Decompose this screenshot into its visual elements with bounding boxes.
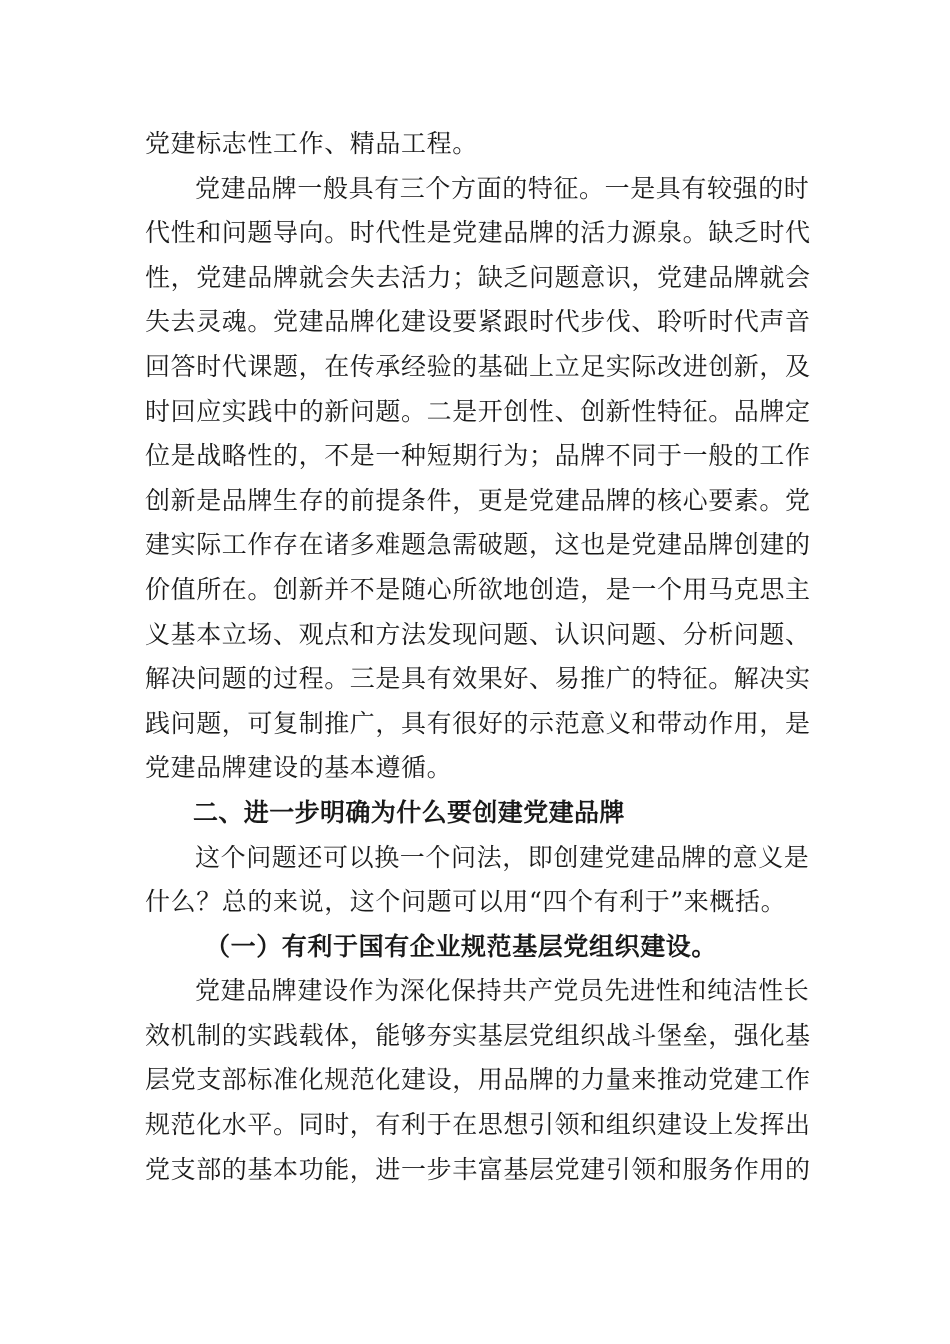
text-line: 时回应实践中的新问题。二是开创性、创新性特征。品牌定 bbox=[145, 396, 811, 426]
text-line: 党支部的基本功能，进一步丰富基层党建引领和服务作用的 bbox=[145, 1154, 811, 1184]
text-line: 规范化水平。同时，有利于在思想引领和组织建设上发挥出 bbox=[145, 1110, 811, 1140]
text-line: 义基本立场、观点和方法发现问题、认识问题、分析问题、 bbox=[145, 619, 811, 649]
text-line: 践问题，可复制推广，具有很好的示范意义和带动作用，是 bbox=[145, 708, 811, 738]
text-line: 党建标志性工作、精品工程。 bbox=[145, 129, 478, 158]
subsection-heading: （一）有利于国有企业规范基层党组织建设。 bbox=[205, 931, 718, 961]
paragraph-start-line: 这个问题还可以换一个问法，即创建党建品牌的意义是 bbox=[195, 842, 810, 872]
text-line: 党建品牌建设的基本遵循。 bbox=[145, 753, 453, 783]
text-line: 代性和问题导向。时代性是党建品牌的活力源泉。缺乏时代 bbox=[145, 218, 811, 248]
text-line: 解决问题的过程。三是具有效果好、易推广的特征。解决实 bbox=[145, 664, 811, 694]
paragraph-start-line: 党建品牌建设作为深化保持共产党员先进性和纯洁性长 bbox=[195, 976, 810, 1006]
text-line: 性，党建品牌就会失去活力；缺乏问题意识，党建品牌就会 bbox=[145, 262, 811, 292]
text-line: 价值所在。创新并不是随心所欲地创造，是一个用马克思主 bbox=[145, 574, 811, 604]
text-line: 什么？总的来说，这个问题可以用“四个有利于”来概括。 bbox=[145, 887, 787, 917]
text-line: 创新是品牌生存的前提条件，更是党建品牌的核心要素。党 bbox=[145, 485, 811, 515]
text-line: 层党支部标准化规范化建设，用品牌的力量来推动党建工作 bbox=[145, 1065, 811, 1095]
text-line: 效机制的实践载体，能够夯实基层党组织战斗堡垒，强化基 bbox=[145, 1020, 811, 1050]
text-line: 位是战略性的，不是一种短期行为；品牌不同于一般的工作 bbox=[145, 441, 811, 471]
text-line: 回答时代课题，在传承经验的基础上立足实际改进创新，及 bbox=[145, 351, 811, 381]
document-body bbox=[145, 122, 813, 1192]
text-line: 失去灵魂。党建品牌化建设要紧跟时代步伐、聆听时代声音 bbox=[145, 307, 811, 337]
text-line: 建实际工作存在诸多难题急需破题，这也是党建品牌创建的 bbox=[145, 530, 811, 560]
paragraph-start-line: 党建品牌一般具有三个方面的特征。一是具有较强的时 bbox=[195, 173, 810, 203]
section-heading: 二、进一步明确为什么要创建党建品牌 bbox=[193, 797, 625, 827]
